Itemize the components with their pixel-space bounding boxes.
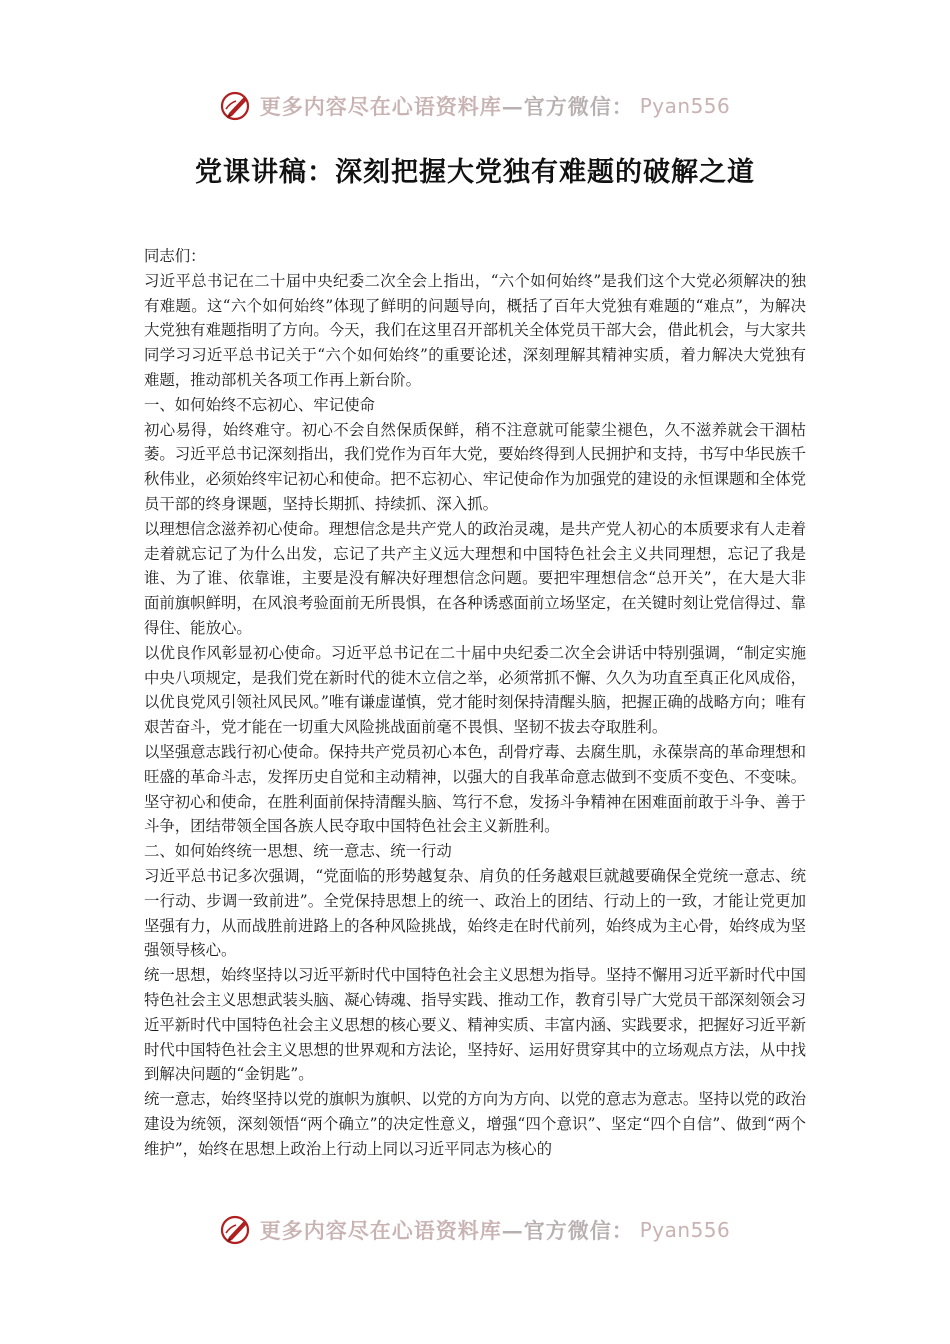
pen-logo-icon <box>220 89 254 123</box>
document-body <box>144 244 806 1161</box>
paragraph: 以坚强意志践行初心使命。保持共产党员初心本色，刮骨疗毒、去腐生肌，永葆崇高的革命理想和旺盛的革命斗志，发挥历史自觉和主动精神，以强大的自我革命意志做到不变质不变色、不变味。坚守初心和使命，在胜利面前保持清醒头脑、笃行不怠，发扬斗争精神在困难面前敢于斗争、善于斗争，团结带领全国各族人民夺取中国特色社会主义新胜利。 <box>144 742 806 836</box>
section-heading-1: 一、如何始终不忘初心、牢记使命 <box>144 395 375 414</box>
banner-sub: —官方微信： <box>501 94 634 119</box>
banner-text <box>260 91 634 121</box>
banner-sub: —官方微信： <box>501 1218 634 1243</box>
paragraph: 以理想信念滋养初心使命。理想信念是共产党人的政治灵魂，是共产党人初心的本质要求有人走着走着就忘记了为什么出发，忘记了共产主义远大理想和中国特色社会主义共同理想，忘记了我是谁、为了谁、依靠谁，主要是没有解决好理想信念问题。要把牢理想信念“总开关”，在大是大非面前旗帜鲜明，在风浪考验面前无所畏惧，在各种诱惑面前立场坚定，在关键时刻让党信得过、靠得住、能放心。 <box>144 519 806 637</box>
page-title: 党课讲稿：深刻把握大党独有难题的破解之道 <box>195 157 755 188</box>
paragraph-intro: 习近平总书记在二十届中央纪委二次全会上指出，“六个如何始终”是我们这个大党必须解决的独有难题。这“六个如何始终”体现了鲜明的问题导向，概括了百年大党独有难题的“难点”，为解决大党独有难题指明了方向。今天，我们在这里召开部机关全体党员干部大会，借此机会，与大家共同学习习近平总书记关于“六个如何始终”的重要论述，深刻理解其精神实质，着力解决大党独有难题，推动部机关各项工作再上新台阶。 <box>144 271 806 389</box>
banner-text <box>260 1215 634 1245</box>
footer-watermark-banner <box>0 1208 950 1252</box>
paragraph: 习近平总书记多次强调，“党面临的形势越复杂、肩负的任务越艰巨就越要确保全党统一意志、统一行动、步调一致前进”。全党保持思想上的统一、政治上的团结、行动上的一致，才能让党更加坚强有力，从而战胜前进路上的各种风险挑战，始终走在时代前列，始终成为主心骨，始终成为坚强领导核心。 <box>144 866 806 960</box>
paragraph: 初心易得，始终难守。初心不会自然保质保鲜，稍不注意就可能蒙尘褪色，久不滋养就会干涸枯萎。习近平总书记深刻指出，我们党作为百年大党，要始终得到人民拥护和支持，书写中华民族千秋伟业，必须始终牢记初心和使命。把不忘初心、牢记使命作为加强党的建设的永恒课题和全体党员干部的终身课题，坚持长期抓、持续抓、深入抓。 <box>144 420 806 513</box>
paragraph: 以优良作风彰显初心使命。习近平总书记在二十届中央纪委二次全会讲话中特别强调，“制定实施中央八项规定，是我们党在新时代的徙木立信之举，必须常抓不懈、久久为功直至真正化风成俗，以优良党风引领社风民风。”唯有谦虚谨慎，党才能时刻保持清醒头脑，把握正确的战略方向；唯有艰苦奋斗，党才能在一切重大风险挑战面前毫不畏惧、坚韧不拔去夺取胜利。 <box>144 643 806 737</box>
banner-brand: 更多内容尽在心语资料库 <box>259 94 502 119</box>
salutation: 同志们： <box>144 247 206 265</box>
paragraph: 统一意志，始终坚持以党的旗帜为旗帜、以党的方向为方向、以党的意志为意志。坚持以党的政治建设为统领，深刻领悟“两个确立”的决定性意义，增强“四个意识”、坚定“四个自信”、做到“两个维护”，始终在思想上政治上行动上同以习近平同志为核心的 <box>144 1090 806 1158</box>
section-heading-2: 二、如何始终统一思想、统一意志、统一行动 <box>144 842 452 861</box>
banner-wechat-id: Pyan556 <box>639 94 731 118</box>
header-watermark-banner <box>0 84 950 128</box>
pen-logo-icon <box>220 1213 254 1247</box>
paragraph: 统一思想，始终坚持以习近平新时代中国特色社会主义思想为指导。坚持不懈用习近平新时代中国特色社会主义思想武装头脑、凝心铸魂、指导实践、推动工作，教育引导广大党员干部深刻领会习近平新时代中国特色社会主义思想的核心要义、精神实质、丰富内涵、实践要求，把握好习近平新时代中国特色社会主义思想的世界观和方法论，坚持好、运用好贯穿其中的立场观点方法，从中找到解决问题的“金钥匙”。 <box>144 966 806 1084</box>
banner-wechat-id: Pyan556 <box>639 1218 731 1242</box>
banner-brand: 更多内容尽在心语资料库 <box>259 1218 502 1243</box>
